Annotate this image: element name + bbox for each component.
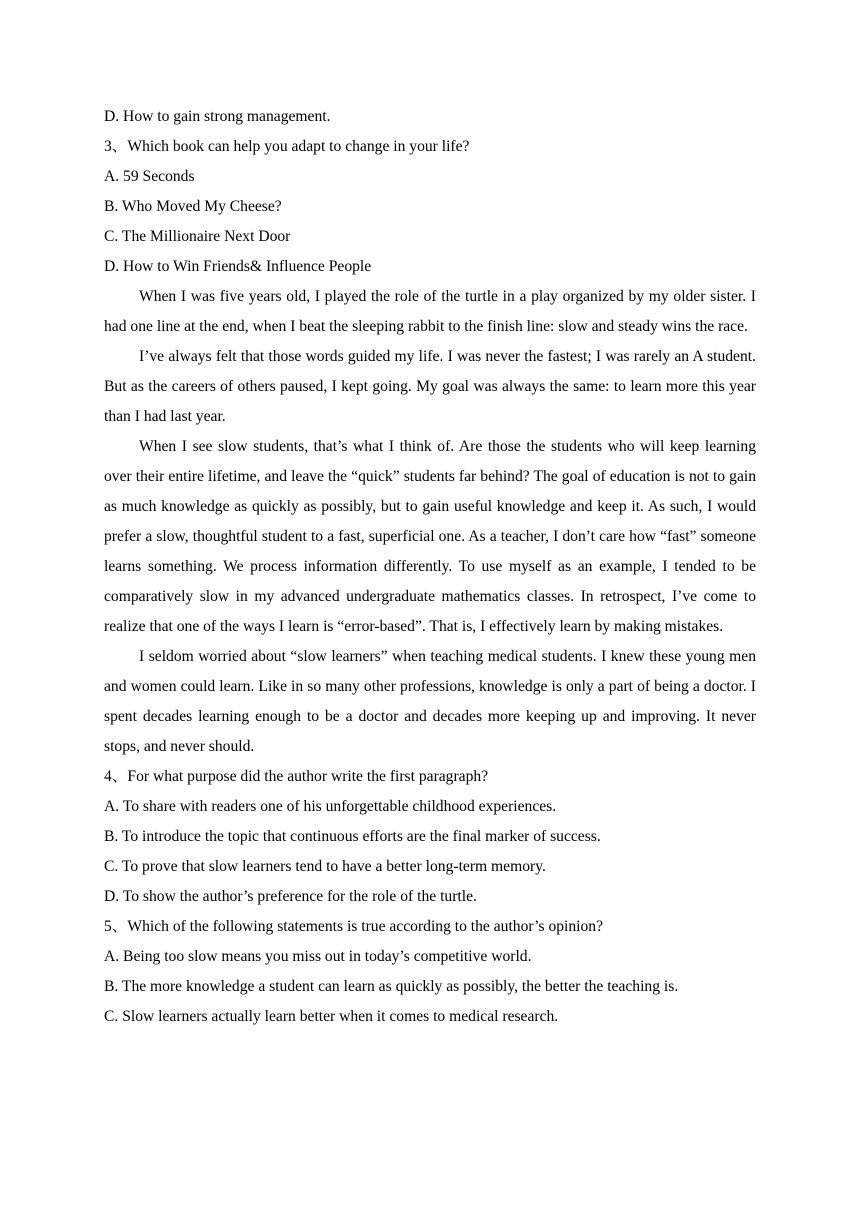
q3-option-a: A. 59 Seconds (104, 168, 195, 185)
q5-option-c: C. Slow learners actually learn better when it comes to medical research. (104, 1008, 559, 1025)
passage-paragraph-2: I’ve always felt that those words guided my life. I was never the fastest; I was rarely an A student. But as the careers of others paused, I kept going. My goal was always the same: to learn more this year than I had last year. (104, 348, 756, 425)
q4-option-d: D. To show the author’s preference for the role of the turtle. (104, 888, 477, 905)
q4-option-c: C. To prove that slow learners tend to have a better long-term memory. (104, 858, 546, 875)
q3-option-d: D. How to Win Friends& Influence People (104, 258, 372, 275)
passage-paragraph-1: When I was five years old, I played the role of the turtle in a play organized by my older sister. I had one line at the end, when I beat the sleeping rabbit to the finish line: slow and steady wins the race. (104, 288, 756, 335)
q3-option-c: C. The Millionaire Next Door (104, 228, 291, 245)
q4-option-b: B. To introduce the topic that continuous efforts are the final marker of success. (104, 828, 601, 845)
q4-question: 4、For what purpose did the author write the first paragraph? (104, 768, 489, 785)
page-content (104, 102, 756, 1032)
q3-question: 3、Which book can help you adapt to change in your life? (104, 138, 470, 155)
passage-paragraph-3: When I see slow students, that’s what I think of. Are those the students who will keep learning over their entire lifetime, and leave the “quick” students far behind? The goal of education is not to gain as much knowledge as quickly as possibly, but to gain useful knowledge and keep it. As such, I would prefer a slow, thoughtful student to a fast, superficial one. As a teacher, I don’t care how “fast” someone learns something. We process information differently. To use myself as an example, I tended to be comparatively slow in my advanced undergraduate mathematics classes. In retrospect, I’ve come to realize that one of the ways I learn is “error-based”. That is, I effectively learn by making mistakes. (104, 438, 756, 635)
q4-option-a: A. To share with readers one of his unforgettable childhood experiences. (104, 798, 557, 815)
q5-option-a: A. Being too slow means you miss out in today’s competitive world. (104, 948, 532, 965)
passage-paragraph-4: I seldom worried about “slow learners” when teaching medical students. I knew these young men and women could learn. Like in so many other professions, knowledge is only a part of being a doctor. I spent decades learning enough to be a doctor and decades more keeping up and improving. It never stops, and never should. (104, 648, 756, 755)
q3-option-b: B. Who Moved My Cheese? (104, 198, 282, 215)
q5-question: 5、Which of the following statements is true according to the author’s opinion? (104, 918, 604, 935)
q2-option-d: D. How to gain strong management. (104, 108, 331, 125)
q5-option-b: B. The more knowledge a student can learn as quickly as possibly, the better the teaching is. (104, 978, 679, 995)
